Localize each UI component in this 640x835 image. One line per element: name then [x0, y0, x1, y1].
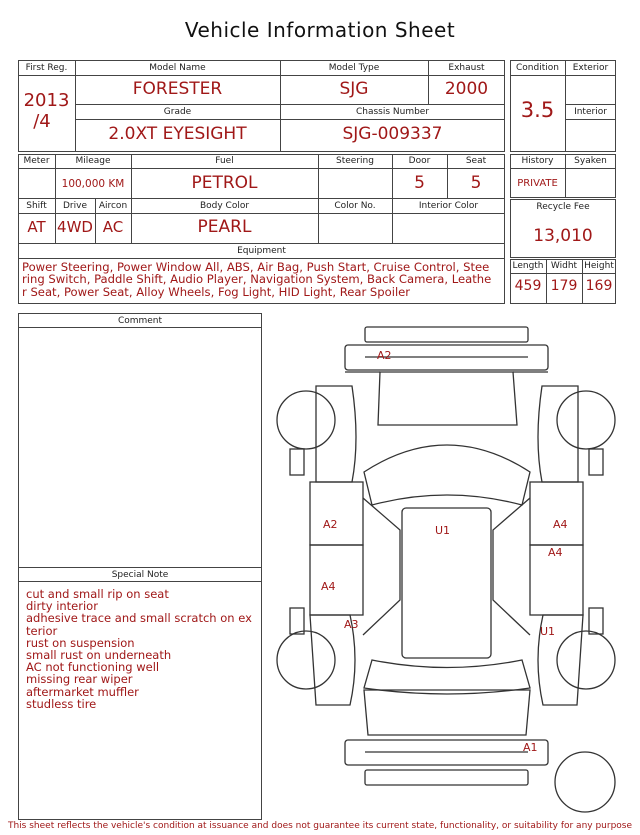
rear-window-shape [364, 660, 530, 694]
model-name-value: FORESTER [132, 79, 223, 99]
front-bumper-shape [365, 327, 528, 342]
model-type-label: Model Type [328, 63, 380, 73]
front-right-wheel [557, 391, 615, 449]
first-reg-year: 2013 [23, 90, 70, 111]
equipment-label: Equipment [237, 246, 286, 256]
spare-tire [555, 752, 615, 812]
damage-mark: A3 [344, 618, 359, 631]
condition-label: Condition [516, 63, 559, 73]
history-label: History [521, 156, 554, 166]
chassis-label: Chassis Number [355, 107, 430, 117]
color-no-label: Color No. [334, 201, 376, 211]
history-value: PRIVATE [517, 178, 558, 189]
rear-left-wheel [277, 631, 335, 689]
exhaust-value: 2000 [444, 79, 489, 99]
special-note-item: missing rear wiper [26, 672, 133, 687]
comment-label: Comment [117, 316, 163, 326]
damage-mark: A4 [548, 546, 563, 559]
length-label: Length [512, 261, 544, 271]
meter-label: Meter [23, 156, 50, 166]
model-type-value: SJG [339, 79, 369, 99]
special-note-item: aftermarket muffler [26, 684, 139, 699]
right-front-door [530, 482, 583, 545]
left-front-door [310, 482, 363, 545]
damage-mark: A1 [523, 741, 538, 754]
special-note-item: adhesive trace and small scratch on ex [26, 611, 252, 626]
first-reg-month: /4 [33, 111, 51, 132]
damage-mark: U1 [540, 625, 556, 638]
special-note-item: AC not functioning well [26, 660, 160, 675]
damage-mark: A2 [323, 518, 338, 531]
door-value: 5 [414, 173, 425, 193]
exhaust-label: Exhaust [448, 63, 485, 73]
special-note-label: Special Note [111, 570, 169, 580]
aircon-label: Aircon [98, 201, 128, 211]
model-name-label: Model Name [149, 63, 206, 73]
disclaimer-footer: This sheet reflects the vehicle's condition at issuance and does not guarantee its current state, functionality, or suitability for any purpose [7, 821, 633, 831]
height-value: 169 [585, 278, 613, 294]
equipment-value: Power Steering, Power Window All, ABS, Air Bag, Push Start, Cruise Control, Steering Switch, Paddle Shift, Audio Player, Navigation System, Back Camera, Leather Seat, Power Seat, Alloy Wheels, Fog Light, HID Light, Rear Spoiler [22, 260, 492, 299]
interior-label: Interior [574, 107, 607, 117]
shift-label: Shift [26, 201, 47, 211]
rear-right-wheel [557, 631, 615, 689]
drive-label: Drive [63, 201, 87, 211]
exterior-label: Exterior [572, 63, 609, 73]
tailgate-shape [364, 690, 530, 735]
body-color-value: PEARL [197, 217, 252, 237]
special-note-item: cut and small rip on seat [26, 587, 169, 601]
special-note-item: rust on suspension [26, 635, 135, 650]
door-label: Door [408, 156, 431, 166]
recycle-fee-label: Recycle Fee [536, 202, 590, 212]
drive-value: 4WD [57, 218, 93, 236]
left-rear-door [310, 545, 363, 615]
damage-mark: A4 [553, 518, 568, 531]
special-note-item: dirty interior [26, 599, 98, 614]
fuel-value: PETROL [191, 173, 258, 193]
hood-shape [378, 372, 517, 425]
special-note-item: small rust on underneath [26, 648, 172, 662]
damage-mark: A2 [377, 349, 392, 362]
first-reg-label: First Reg. [25, 63, 68, 73]
damage-mark: A4 [321, 580, 336, 593]
aircon-value: AC [102, 218, 124, 236]
grade-label: Grade [163, 107, 192, 117]
body-color-label: Body Color [199, 201, 250, 211]
recycle-fee-value: 13,010 [533, 226, 593, 246]
special-note-item: studless tire [26, 696, 97, 711]
fuel-label: Fuel [215, 156, 234, 166]
chassis-value: SJG-009337 [342, 124, 443, 144]
steering-label: Steering [336, 156, 374, 166]
height-label: Height [584, 261, 614, 271]
windshield-shape [364, 445, 530, 505]
shift-value: AT [27, 218, 46, 236]
width-value: 179 [550, 278, 578, 294]
width-label: Widht [550, 261, 578, 271]
mileage-value: 100,000 KM [61, 178, 125, 190]
special-note-item: terior [26, 623, 58, 638]
length-value: 459 [514, 278, 542, 294]
rear-bumper-lower [365, 770, 528, 785]
front-left-fender [316, 386, 356, 482]
condition-value: 3.5 [520, 98, 555, 122]
seat-label: Seat [465, 156, 487, 166]
interior-color-label: Interior Color [418, 201, 479, 211]
seat-value: 5 [470, 173, 482, 193]
front-left-wheel [277, 391, 335, 449]
mileage-label: Mileage [75, 156, 111, 166]
grade-value: 2.0XT EYESIGHT [108, 124, 247, 144]
front-right-fender [538, 386, 578, 482]
syaken-label: Syaken [574, 156, 607, 166]
sheet-title: Vehicle Information Sheet [184, 18, 456, 42]
damage-mark: U1 [435, 524, 451, 537]
